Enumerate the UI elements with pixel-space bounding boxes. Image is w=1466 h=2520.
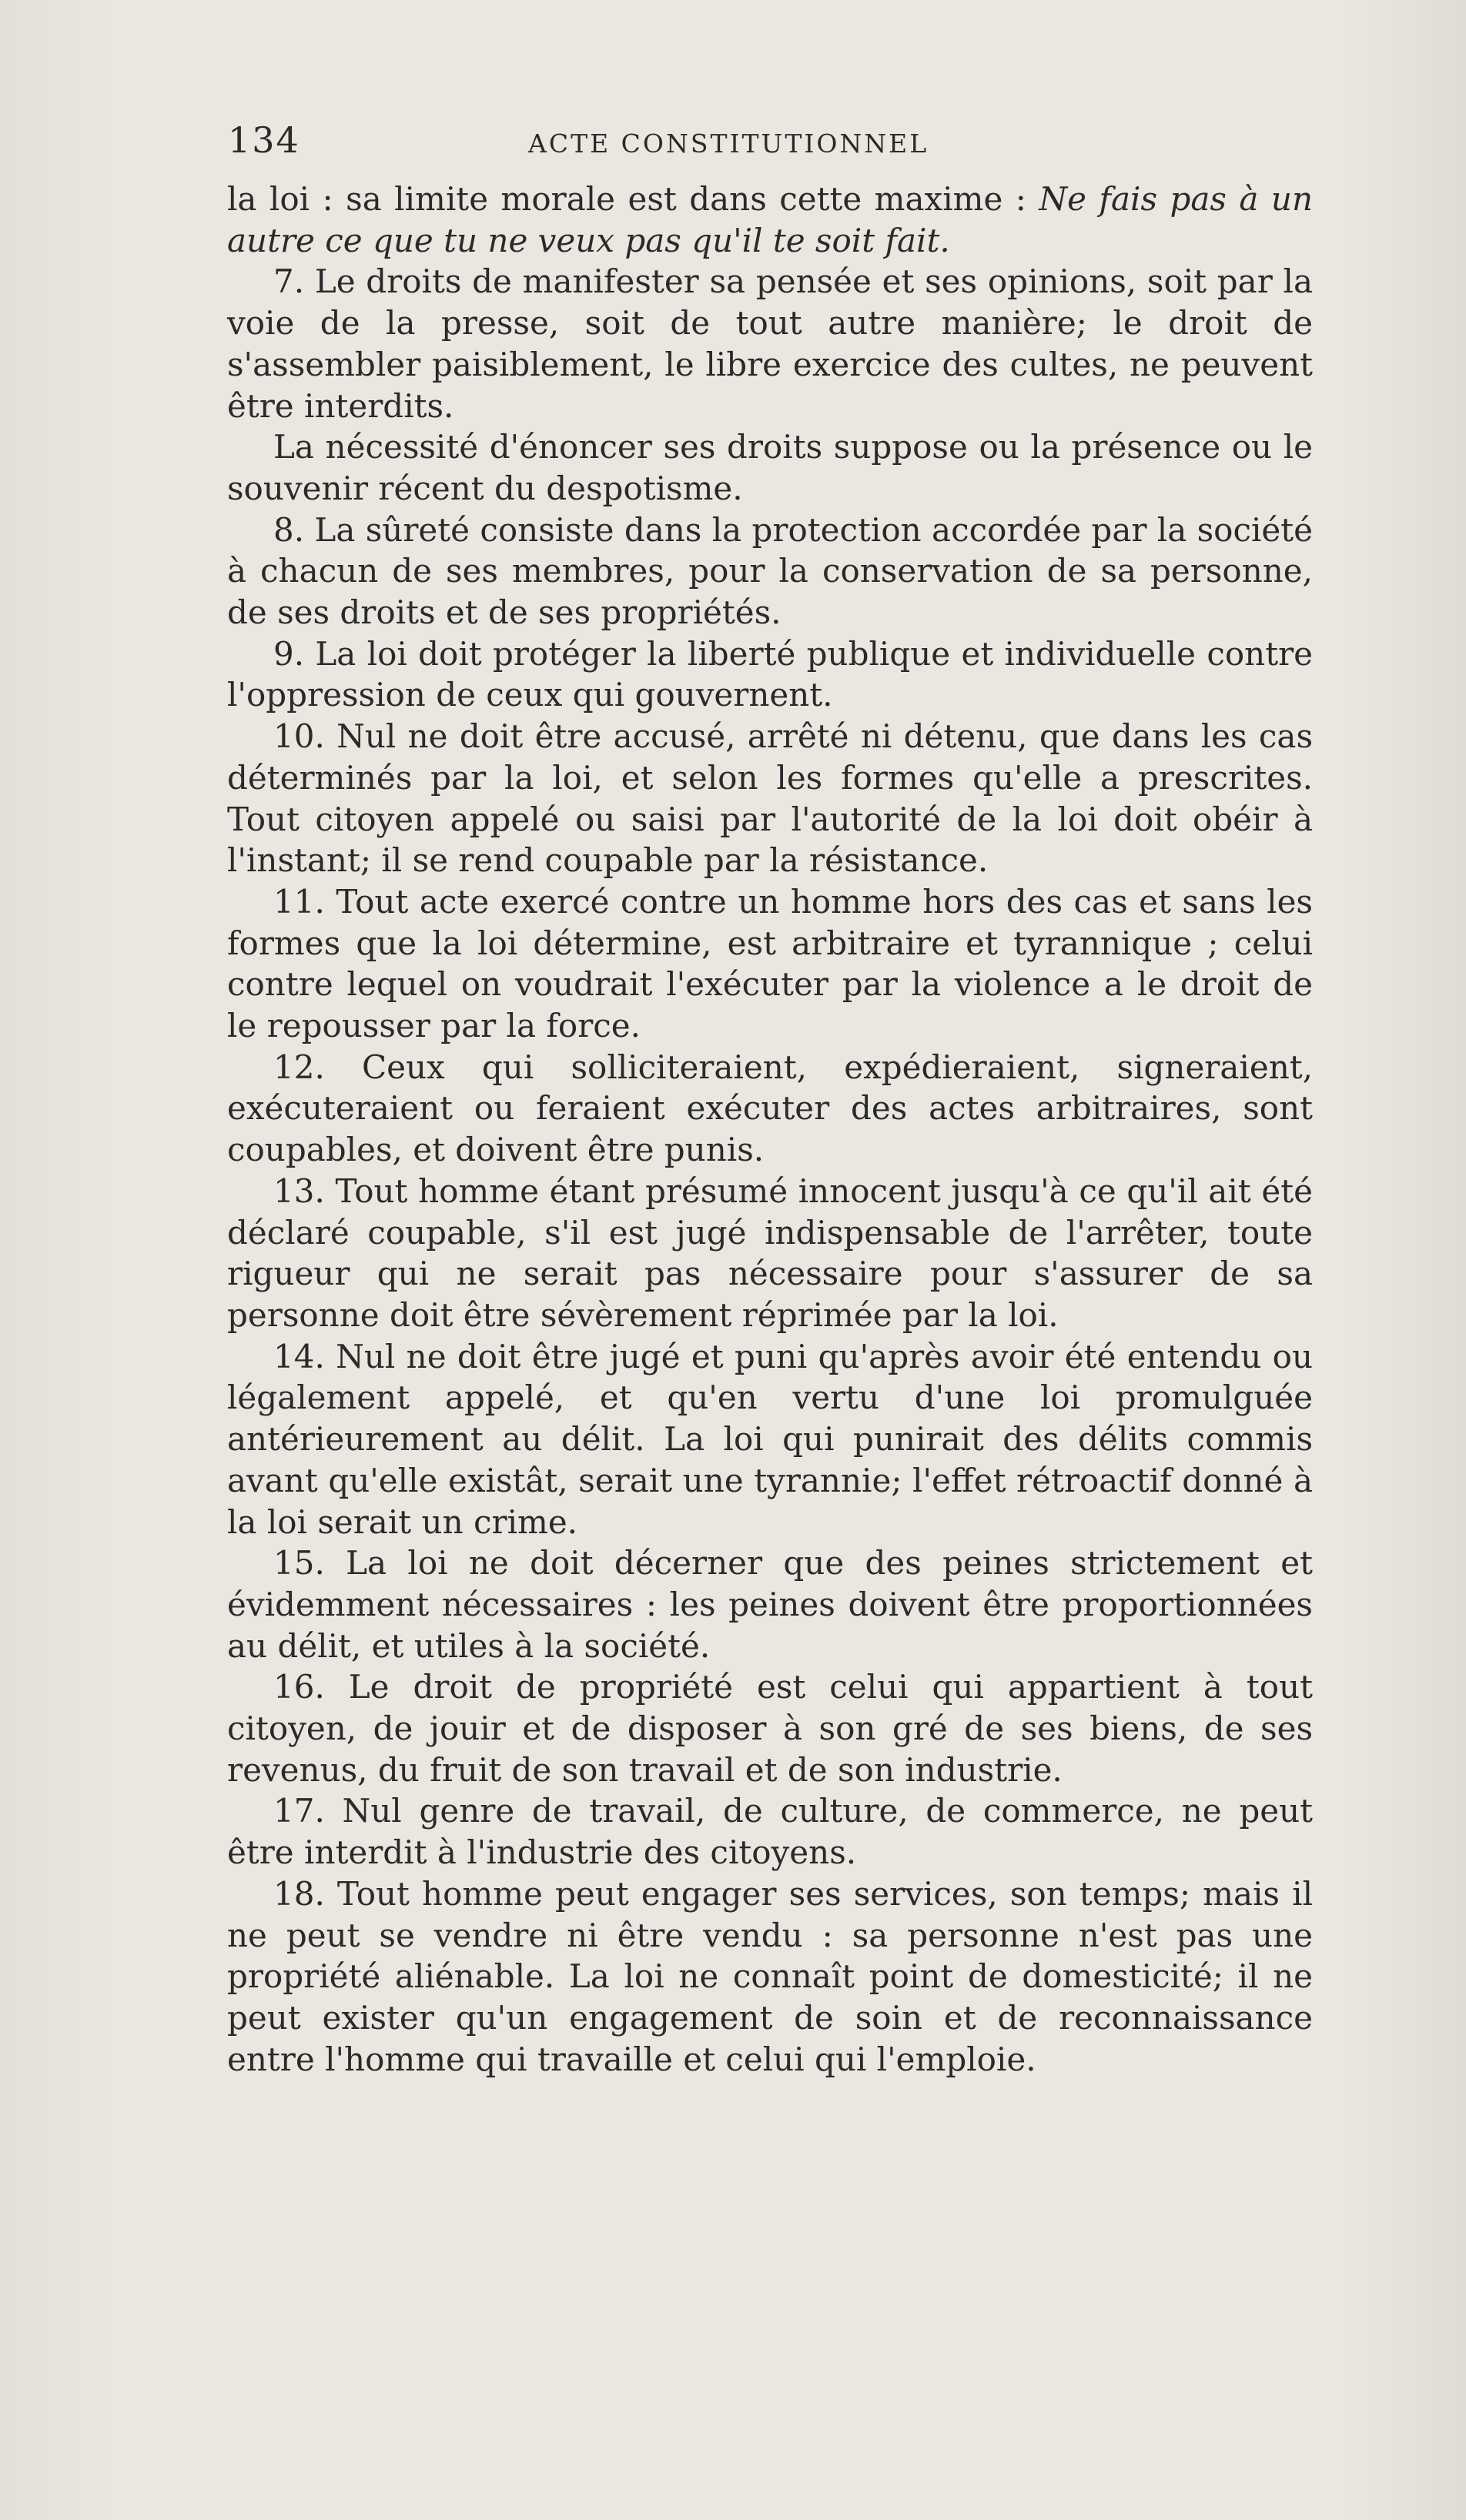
- article-7-note: La nécessité d'énoncer ses droits suppose ou la présence ou le souvenir récent du despotisme.: [227, 428, 1313, 507]
- article-9: 9. La loi doit protéger la liberté publique et individuelle contre l'oppression de ceux qui gouvernent.: [227, 634, 1313, 714]
- article-10: 10. Nul ne doit être accusé, arrêté ni détenu, que dans les cas déterminés par la loi, et selon les formes qu'elle a prescrites. Tout citoyen appelé ou saisi par l'autorité de la loi doit obéir à l'instant; il se rend coupable par la résistance.: [227, 717, 1313, 880]
- article-14: 14. Nul ne doit être jugé et puni qu'après avoir été entendu ou légalement appelé, et qu'en vertu d'une loi promulguée antérieurement au délit. La loi qui punirait des délits commis avant qu'elle existât, serait une tyrannie; l'effet rétroactif donné à la loi serait un crime.: [227, 1337, 1313, 1541]
- article-12: 12. Ceux qui solliciteraient, expédieraient, signeraient, exécuteraient ou feraient exécuter des actes arbitraires, sont coupables, et doivent être punis.: [227, 1048, 1313, 1169]
- body-text: [227, 179, 1313, 2080]
- article-17: 17. Nul genre de travail, de culture, de commerce, ne peut être interdit à l'industrie des citoyens.: [227, 1792, 1313, 1872]
- paragraph-continuation: [227, 179, 1313, 261]
- article-7: 7. Le droits de manifester sa pensée et ses opinions, soit par la voie de la presse, soit de tout autre manière; le droit de s'assembler paisiblement, le libre exercice des cultes, ne peuvent être interdits.: [227, 262, 1313, 425]
- article-11: 11. Tout acte exercé contre un homme hors des cas et sans les formes que la loi détermine, est arbitraire et tyrannique ; celui contre lequel on voudrait l'exécuter par la violence a le droit de le repousser par la force.: [227, 882, 1313, 1045]
- running-title: ACTE CONSTITUTIONNEL: [528, 129, 929, 159]
- paragraph-text: la loi : sa limite morale est dans cette maxime :: [227, 180, 1039, 218]
- page-header: [228, 119, 1009, 173]
- article-13: 13. Tout homme étant présumé innocent jusqu'à ce qu'il ait été déclaré coupable, s'il est jugé indispensable de l'arrêter, toute rigueur qui ne serait pas nécessaire pour s'assurer de sa personne doit être sévèrement réprimée par la loi.: [227, 1171, 1313, 1334]
- article-8: 8. La sûreté consiste dans la protection accordée par la société à chacun de ses membres, pour la conservation de sa personne, de ses droits et de ses propriétés.: [227, 510, 1313, 632]
- article-16: 16. Le droit de propriété est celui qui appartient à tout citoyen, de jouir et de disposer à son gré de ses biens, de ses revenus, du fruit de son travail et de son industrie.: [227, 1668, 1313, 1789]
- article-18: 18. Tout homme peut engager ses services, son temps; mais il ne peut se vendre ni être vendu : sa personne n'est pas une propriété aliénable. La loi ne connaît point de domesticité; il ne peut exister qu'un engagement de soin et de reconnaissance entre l'homme qui travaille et celui qui l'emploie.: [227, 1874, 1313, 2078]
- page-number: 134: [228, 119, 300, 161]
- maxim-italic: Ne fais pas à un autre ce que tu ne veux pas qu'il te soit fait.: [227, 180, 1313, 259]
- article-15: 15. La loi ne doit décerner que des peines strictement et évidemment nécessaires : les peines doivent être proportionnées au délit, et utiles à la société.: [227, 1544, 1313, 1665]
